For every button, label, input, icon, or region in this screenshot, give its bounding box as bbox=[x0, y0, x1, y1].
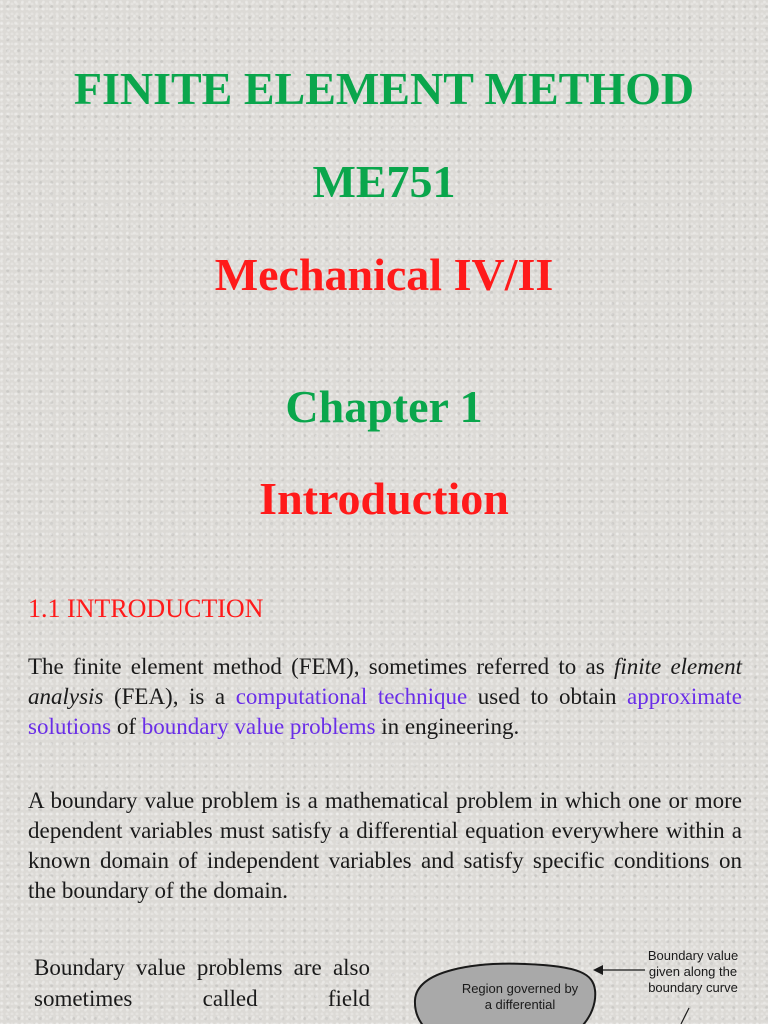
section-heading: 1.1 INTRODUCTION bbox=[28, 594, 264, 623]
boundary-pointer-line bbox=[681, 1008, 689, 1024]
text-span: The finite element method (FEM), sometimes referred to as bbox=[28, 654, 614, 679]
text-span: used to obtain bbox=[467, 684, 628, 709]
italic-term-fea: finite element analysis bbox=[28, 654, 742, 709]
program-label: Mechanical IV/II bbox=[214, 249, 554, 300]
field-problems-paragraph: Boundary value problems are also sometimes called field bbox=[34, 955, 370, 1011]
bvp-definition-paragraph: A boundary value problem is a mathematical problem in which one or more dependent variables must satisfy a differential equation everywhere within a known domain of independent variables and satisfy specific conditions on the boundary of the domain. bbox=[28, 788, 742, 903]
highlight-boundary-value-problems: boundary value problems bbox=[141, 714, 376, 739]
boundary-value-figure bbox=[405, 940, 768, 1024]
text-span: of bbox=[111, 714, 142, 739]
highlight-approximate-solutions: approximate solutions bbox=[28, 684, 742, 739]
arrow-head-icon bbox=[593, 965, 603, 975]
region-label: Region governed by a differential bbox=[461, 981, 579, 1012]
highlight-computational-technique: computational technique bbox=[235, 684, 468, 709]
text-span: in engineering. bbox=[375, 714, 520, 739]
chapter-number: Chapter 1 bbox=[285, 381, 483, 432]
course-title: FINITE ELEMENT METHOD bbox=[73, 63, 695, 114]
course-code: ME751 bbox=[312, 156, 456, 207]
boundary-label: Boundary value given along the boundary curve bbox=[647, 948, 739, 995]
fem-definition-paragraph bbox=[28, 652, 742, 742]
chapter-title: Introduction bbox=[259, 473, 509, 524]
text-span: (FEA), is a bbox=[103, 684, 236, 709]
